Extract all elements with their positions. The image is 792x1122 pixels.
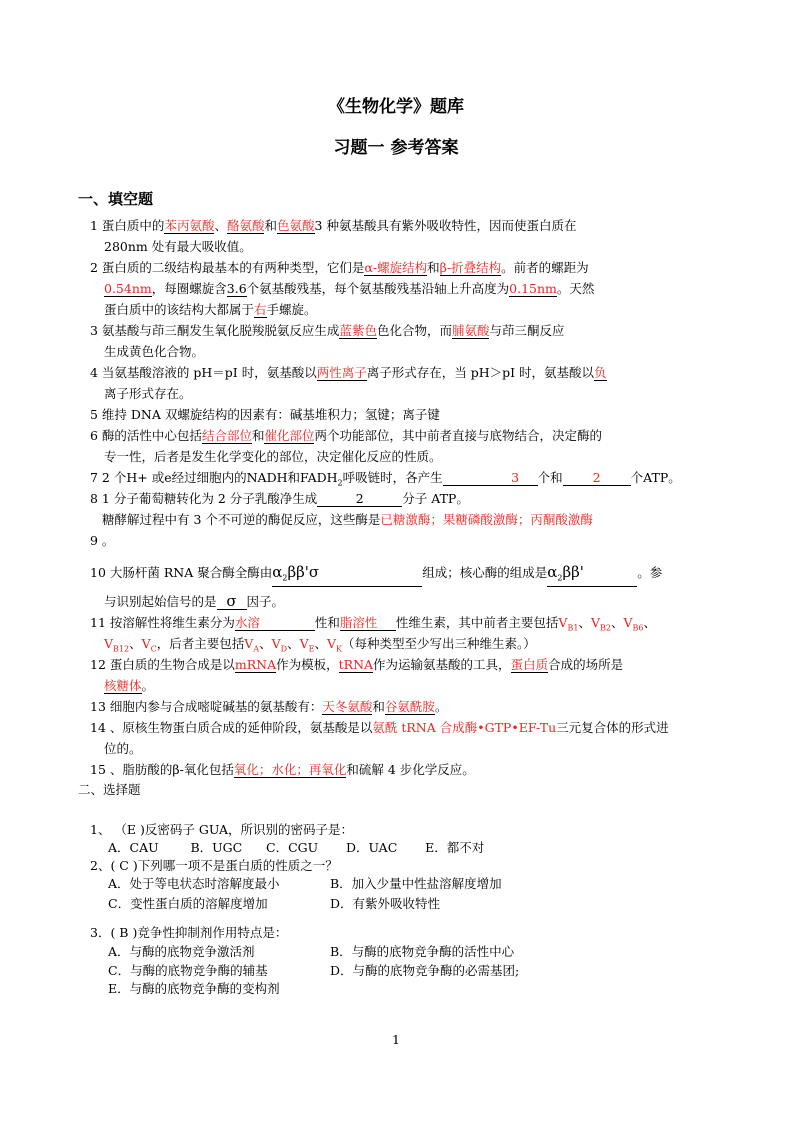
question-14-line-2: 位的。 <box>104 741 142 756</box>
choice-2-stem: 2、( C )下列哪一项不是蛋白质的性质之一？ <box>90 858 338 873</box>
question-2-line-2: 0.54nm，每圈螺旋含3.6个氨基酸残基，每个氨基酸残基沿轴上升高度为0.15nm。天然 <box>104 281 595 296</box>
question-9: 9 。 <box>90 533 115 548</box>
document-title: 《生物化学》题库 <box>328 97 464 117</box>
choice-1-options: A．CAU B．UGC C．CGU D．UAC E．都不对 <box>108 840 485 855</box>
question-6-line-2: 专一性，后者是发生化学变化的部位，决定催化反应的性质。 <box>104 449 442 464</box>
question-4-line-2: 离子形式存在。 <box>104 386 192 401</box>
choice-2-option-b: B．加入少量中性盐溶解度增加 <box>330 876 502 891</box>
question-12-line-1: 12 蛋白质的生物合成是以mRNA作为模板，tRNA作为运输氨基酸的工具，蛋白质合成的场所是 <box>90 657 624 672</box>
document-subtitle: 习题一 参考答案 <box>333 138 459 158</box>
question-5: 5 维持 DNA 双螺旋结构的因素有：碱基堆积力；氢键；离子键 <box>90 407 440 422</box>
choice-3-option-c: C．与酶的底物竞争酶的辅基 <box>108 963 268 978</box>
question-12-line-2: 核糖体。 <box>104 678 155 693</box>
choice-2-option-a: A．处于等电状态时溶解度最小 <box>108 876 280 891</box>
section-heading-fill-blank: 一、填空题 <box>78 190 154 208</box>
question-3-line-2: 生成黄色化合物。 <box>104 344 205 359</box>
question-13: 13 细胞内参与合成嘧啶碱基的氨基酸有：天冬氨酸和谷氨酰胺。 <box>90 699 448 714</box>
question-4-line-1: 4 当氨基酸溶液的 pH＝pI 时，氨基酸以两性离子离子形式存在，当 pH＞pI 时，氨基酸以负 <box>90 365 607 380</box>
section-heading-multiple-choice: 二、选择题 <box>78 782 141 797</box>
question-15: 15 、脂肪酸的β-氧化包括氧化；水化；再氧化和硫解 4 步化学反应。 <box>90 762 475 777</box>
question-14-line-1: 14 、原核生物蛋白质合成的延伸阶段，氨基酸是以氨酰 tRNA 合成酶•GTP•EF-Tu三元复合体的形式进 <box>90 720 669 735</box>
choice-3-option-e: E．与酶的底物竞争酶的变构剂 <box>108 981 280 996</box>
question-1-line-1: 1 蛋白质中的苯丙氨酸、酪氨酸和色氨酸3 种氨基酸具有紫外吸收特性，因而使蛋白质在 <box>90 218 577 233</box>
question-10-line-2: 与识别起始信号的是 σ 因子。 <box>104 592 285 610</box>
question-10-line-1: 10 大肠杆菌 RNA 聚合酶全酶由$\alpha_2\beta\beta'\sigma$ 组成；核心酶的组成是$\alpha_2\beta\beta'$ 。参 <box>90 564 662 587</box>
question-7: 7 2 个H+ 或e经过细胞内的NADH和$FADH_2$呼吸链时，各产生 3 个和 2 个ATP。 <box>90 470 681 488</box>
question-1-line-2: 280nm 处有最大吸收值。 <box>104 239 252 254</box>
question-11-line-1: 11 按溶解性将维生素分为水溶 性和脂溶性 性维生素，其中前者主要包括$V_{B1}$、$V_{B2}$、$V_{B6}$、 <box>90 615 656 633</box>
choice-2-option-c: C．变性蛋白质的溶解度增加 <box>108 896 268 911</box>
choice-3-option-a: A．与酶的底物竞争激活剂 <box>108 944 255 959</box>
question-8-line-1: 8 1 分子葡萄糖转化为 2 分子乳酸净生成 2 分子 ATP。 <box>90 491 469 506</box>
question-2-line-1: 2 蛋白质的二级结构最基本的有两种类型，它们是α-螺旋结构和β-折叠结构。前者的螺距为 <box>90 260 589 275</box>
question-6-line-1: 6 酶的活性中心包括结合部位和催化部位两个功能部位，其中前者直接与底物结合，决定酶的 <box>90 428 602 443</box>
question-3-line-1: 3 氨基酸与茚三酮发生氧化脱羧脱氨反应生成蓝紫色色化合物，而脯氨酸与茚三酮反应 <box>90 323 565 338</box>
question-11-line-2: $V_{B12}$、$V_C$，后者主要包括$V_A$、$V_D$、$V_E$、$V_K$（每种类型至少写出三种维生素。） <box>104 636 536 654</box>
choice-3-option-d: D．与酶的底物竞争酶的必需基团; <box>330 963 520 978</box>
question-2-line-3: 蛋白质中的该结构大都属于右手螺旋。 <box>104 302 317 317</box>
question-8-line-2: 糖酵解过程中有 3 个不可逆的酶促反应，这些酶是已糖激酶；果糖磷酸激酶；丙酮酸激酶 <box>102 512 593 527</box>
page-number: 1 <box>392 1032 400 1047</box>
choice-3-option-b: B．与酶的底物竞争酶的活性中心 <box>330 944 515 959</box>
choice-1-stem: 1、 （E )反密码子 GUA，所识别的密码子是： <box>90 822 354 837</box>
choice-3-stem: 3．( B )竞争性抑制剂作用特点是： <box>90 925 288 940</box>
choice-2-option-d: D．有紫外吸收特性 <box>330 896 441 911</box>
